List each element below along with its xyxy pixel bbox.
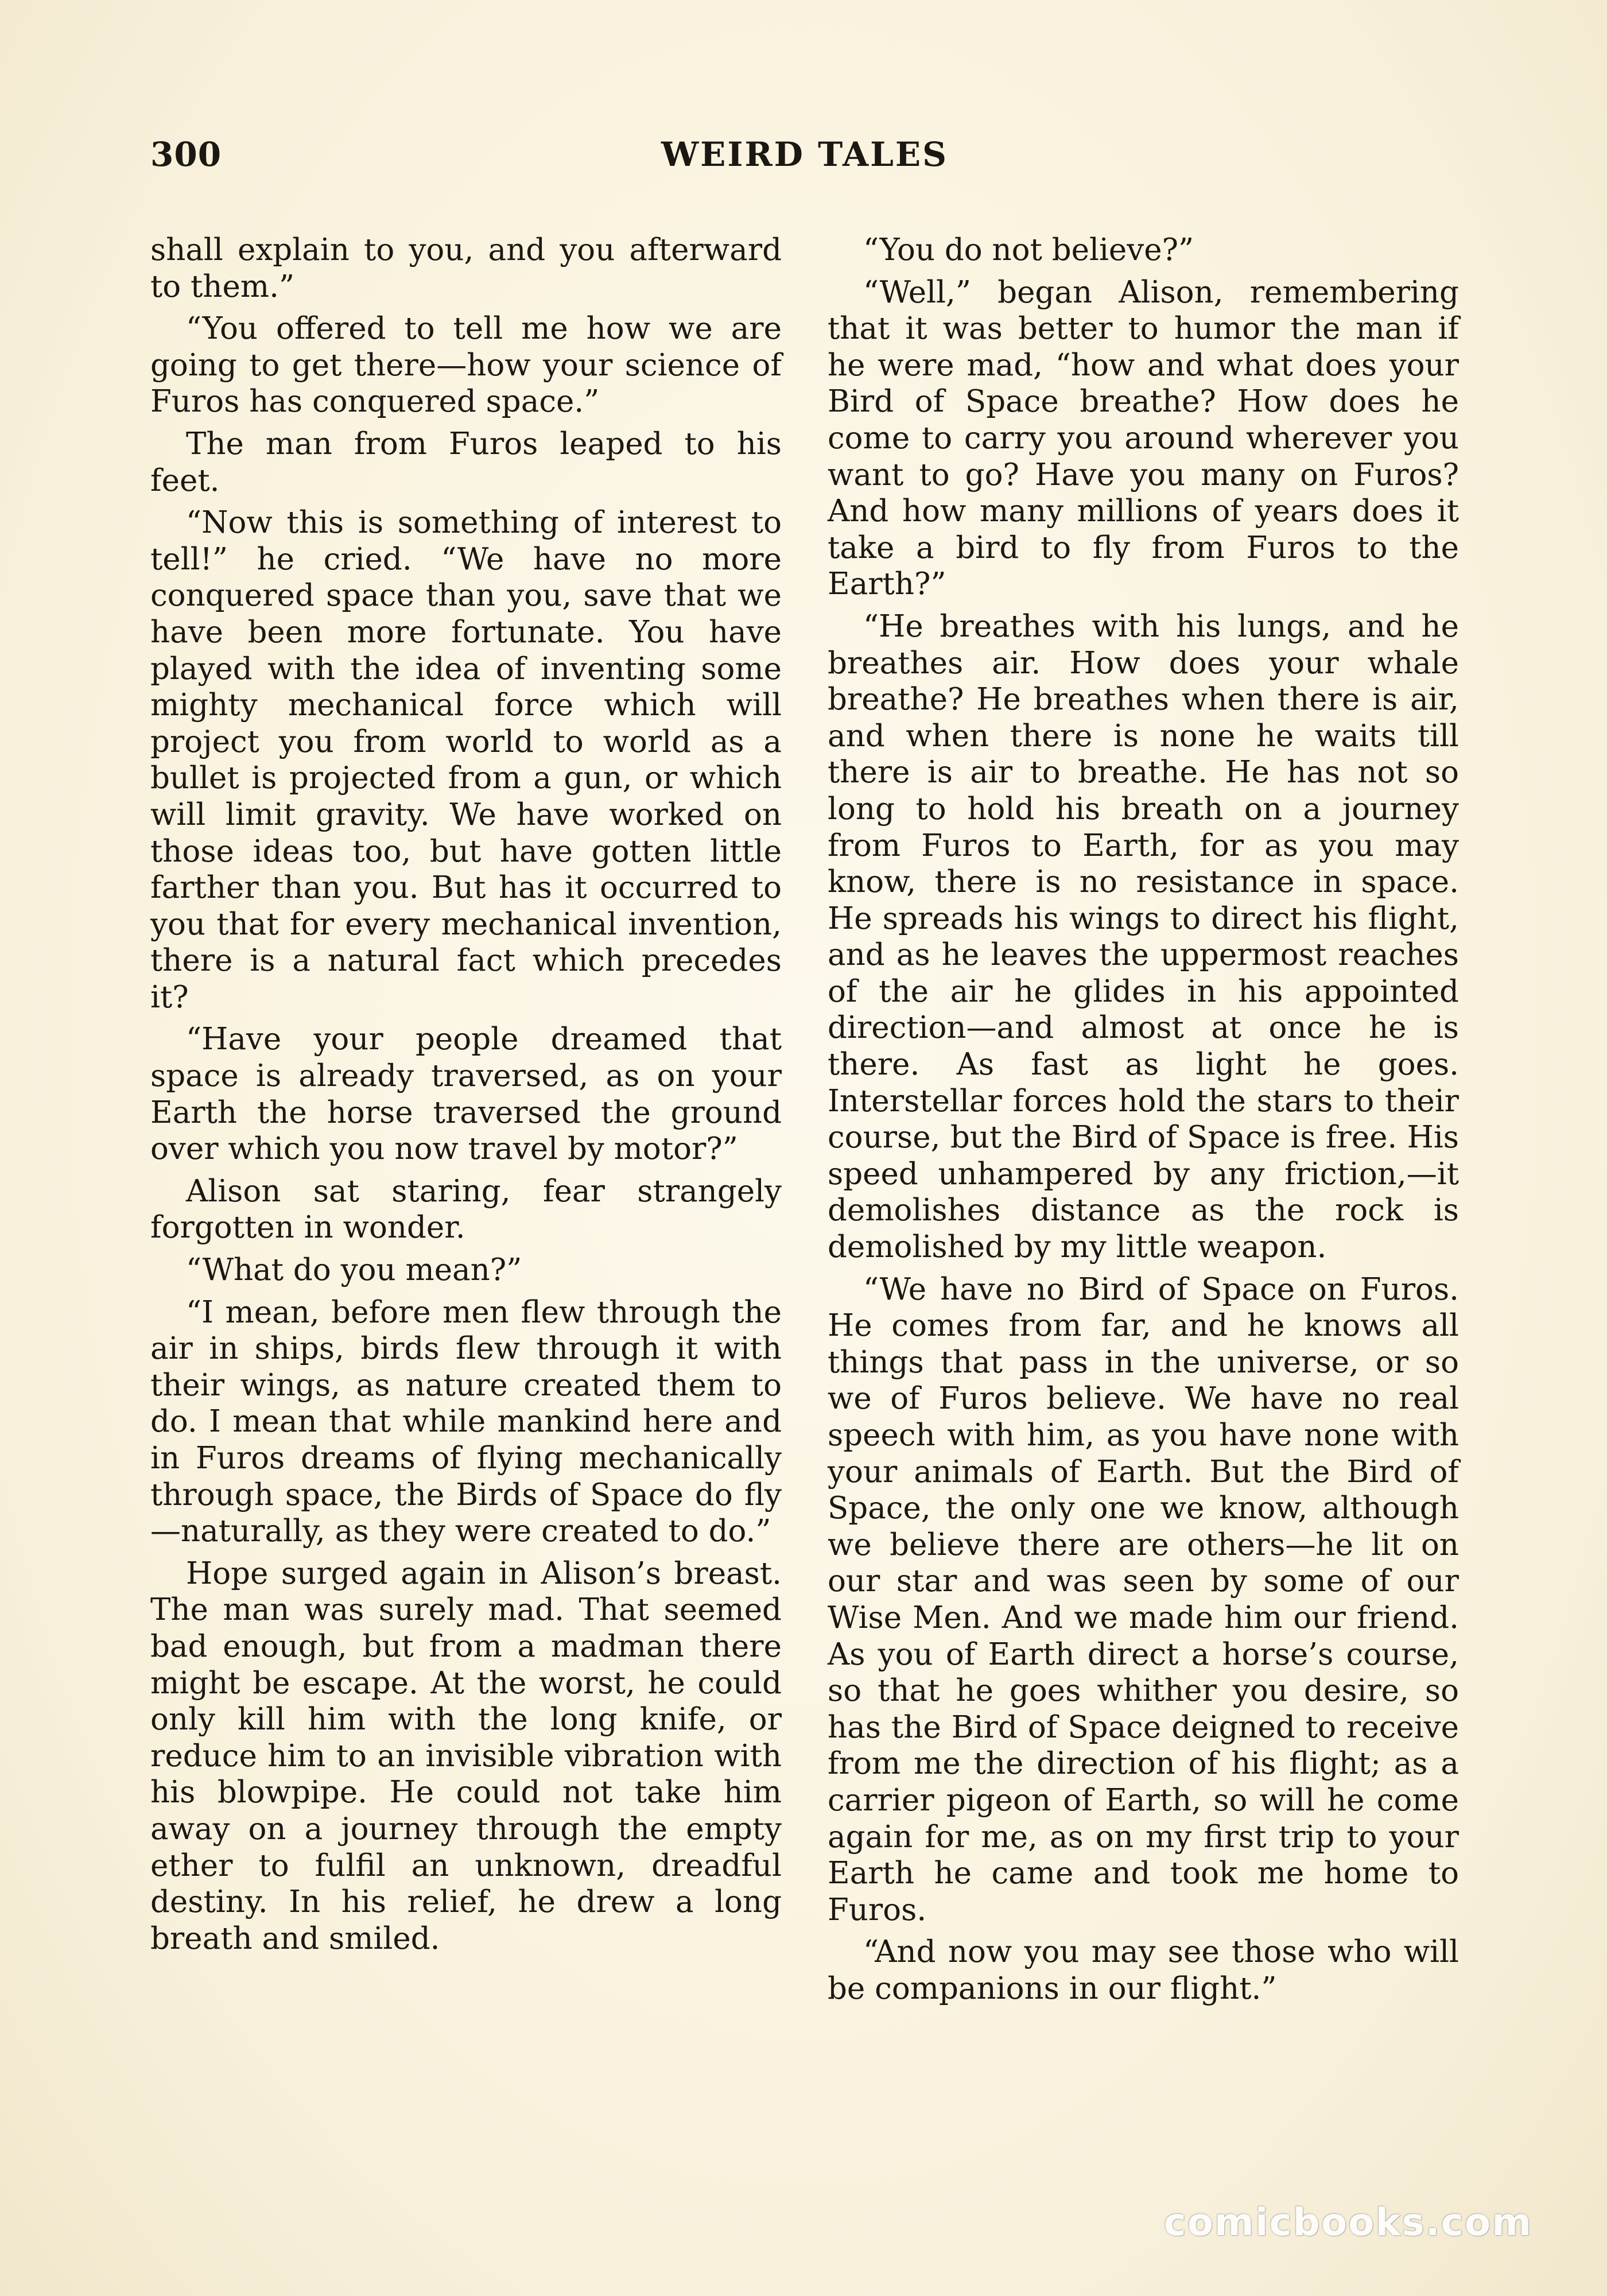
paragraph: “What do you mean?”: [186, 1252, 522, 1288]
paragraph: “Now this is something of interest to tell!” he cried. “We have no more conquered space than you, save that we have been more fortunate. You have played with the idea of inventing some mighty mechanical force which will project you from world to world as a bullet is projected from a gun, or which will limit gravity. We have worked on those ideas too, but have gotten little farther than you. But has it occurred to you that for every mechanical invention, there is a natural fact which precedes it?: [150, 505, 782, 1015]
paragraph: “You offered to tell me how we are going to get there—how your science of Furos has conquered space.”: [150, 311, 782, 420]
running-head: [150, 135, 1459, 187]
journal-title: WEIRD TALES: [661, 135, 949, 174]
paragraph: “And now you may see those who will be companions in our flight.”: [828, 1934, 1459, 2006]
paragraph: “Have your people dreamed that space is already traversed, as on your Earth the horse traversed the ground over which you now travel by motor?”: [150, 1022, 782, 1167]
left-column: [150, 232, 782, 1963]
paragraph: The man from Furos leaped to his feet.: [150, 426, 782, 498]
paragraph: Alison sat staring, fear strangely forgotten in wonder.: [150, 1173, 782, 1246]
page-number: 300: [150, 135, 222, 174]
paragraph: Hope surged again in Alison’s breast. The man was surely mad. That seemed bad enough, but from a madman there might be escape. At the worst, he could only kill him with the long knife, or reduce him to an invisible vibration with his blowpipe. He could not take him away on a journey through the empty ether to fulfil an unknown, dreadful destiny. In his relief, he drew a long breath and smiled.: [150, 1556, 782, 1956]
paragraph: shall explain to you, and you afterward to them.”: [150, 232, 782, 304]
paragraph: “You do not believe?”: [863, 232, 1194, 267]
paragraph: “I mean, before men flew through the air in ships, birds flew through it with their wings, as nature created them to do. I mean that while mankind here and in Furos dreams of flying mechanically through space, the Birds of Space do fly—naturally, as they were created to do.”: [150, 1294, 782, 1549]
right-column: [828, 232, 1459, 2013]
paragraph: “We have no Bird of Space on Furos. He comes from far, and he knows all things that pass in the universe, or so we of Furos believe. We have no real speech with him, as you have none with your animals of Earth. But the Bird of Space, the only one we know, although we believe there are others—he lit on our star and was seen by some of our Wise Men. And we made him our friend. As you of Earth direct a horse’s course, so that he goes whither you desire, so has the Bird of Space deigned to receive from me the direction of his flight; as a carrier pigeon of Earth, so will he come again for me, as on my first trip to your Earth he came and took me home to Furos.: [828, 1271, 1459, 1927]
paragraph: “He breathes with his lungs, and he breathes air. How does your whale breathe? He breathes when there is air, and when there is none he waits till there is air to breathe. He has not so long to hold his breath on a journey from Furos to Earth, for as you may know, there is no resistance in space. He spreads his wings to direct his flight, and as he leaves the uppermost reaches of the air he glides in his appointed direction—and almost at once he is there. As fast as light he goes. Interstellar forces hold the stars to their course, but the Bird of Space is free. His speed unhampered by any friction,—it demolishes distance as the rock is demolished by my little weapon.: [828, 608, 1459, 1265]
watermark: comicbooks.com: [1163, 2200, 1532, 2244]
paragraph: “Well,” began Alison, remembering that it was better to humor the man if he were mad, “how and what does your Bird of Space breathe? How does he come to carry you around wherever you want to go? Have you many on Furos? And how many millions of years does it take a bird to fly from Furos to the Earth?”: [828, 274, 1459, 602]
